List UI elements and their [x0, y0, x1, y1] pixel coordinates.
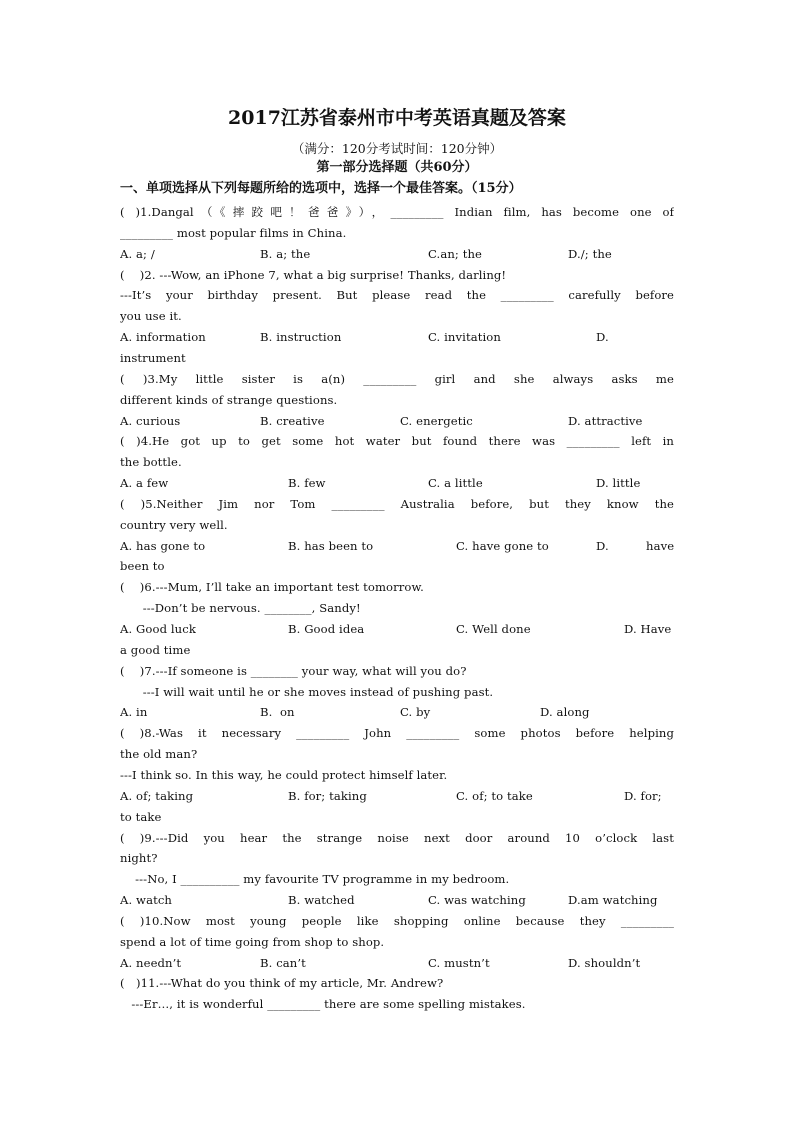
answer-option: D. [596, 330, 609, 345]
answer-option: C. mustn’t [428, 955, 490, 970]
question-line: been to [120, 559, 165, 574]
answer-options-row [120, 619, 674, 639]
answer-option: A. Good luck [120, 622, 196, 636]
question-line: ( )4.He got up to get some hot water but found there was _________ left in [120, 434, 674, 449]
answer-option: C. have gone to [456, 538, 549, 553]
section-heading: 一、单项选择从下列每题所给的选项中，选择一个最佳答案。（15分） [120, 181, 522, 196]
question-line: ( )7.---If someone is ________ your way, what will you do? [120, 663, 467, 678]
exam-subtitle: （满分：120分考试时间：120分钟） [291, 141, 503, 156]
question-line: you use it. [120, 309, 182, 324]
answer-options-row [120, 890, 674, 910]
question-line: ( )6.---Mum, I’ll take an important test tomorrow. [120, 580, 424, 595]
question-line: ---Don’t be nervous. ________, Sandy! [120, 601, 361, 616]
answer-option: A. watch [120, 893, 172, 908]
answer-option: D. along [540, 705, 590, 720]
answer-option: D. Have [624, 622, 672, 636]
question-line: night? [120, 851, 158, 866]
answer-option: A. a; / [120, 246, 155, 261]
answer-option: B. creative [260, 413, 325, 428]
answer-option: C. by [400, 705, 431, 720]
question-line: ( )11.---What do you think of my article, Mr. Andrew? [120, 976, 444, 991]
question-line: spend a lot of time going from shop to shop. [120, 934, 385, 949]
answer-option: C. a little [428, 476, 483, 491]
answer-option: B. can’t [260, 955, 306, 970]
answer-option: C. was watching [428, 893, 526, 908]
answer-option: B. a; the [260, 246, 311, 261]
answer-option: A. curious [120, 413, 181, 428]
question-line: a good time [120, 642, 191, 657]
answer-option: B. for; taking [288, 788, 367, 803]
answer-option: D.am watching [568, 893, 658, 908]
answer-option: C. invitation [428, 330, 501, 345]
question-line: ---It’s your birthday present. But please read the _________ carefully before [120, 288, 674, 303]
answer-option: C. of; to take [456, 788, 533, 803]
question-line: ( )10.Now most young people like shopping online because they _________ [120, 913, 674, 928]
answer-option: C. Well done [456, 622, 531, 636]
question-line: ---No, I __________ my favourite TV programme in my bedroom. [120, 872, 510, 887]
answer-option: D. for; [624, 788, 662, 803]
answer-option: A. of; taking [120, 788, 194, 803]
answer-option: C. energetic [400, 413, 473, 428]
answer-option: D. [596, 538, 609, 553]
question-line: ( )5.Neither Jim nor Tom _________ Australia before, but they know the [120, 496, 674, 511]
answer-option: B. has been to [288, 538, 374, 553]
answer-option: have [646, 538, 674, 553]
question-line: ( )3.My little sister is a(n) _________ girl and she always asks me [120, 371, 674, 386]
question-line: ( )1.Dangal（《摔跤吧！爸爸》），_________ Indian film, has become one of [120, 205, 674, 219]
question-line: the bottle. [120, 455, 182, 470]
question-line: ( )9.---Did you hear the strange noise next door around 10 o’clock last [120, 830, 674, 845]
question-line: the old man? [120, 747, 198, 762]
answer-option: A. a few [120, 476, 169, 491]
answer-option: A. in [120, 705, 148, 720]
answer-options-row [120, 786, 674, 806]
answer-option: D. little [596, 476, 641, 491]
answer-option: B. Good idea [288, 622, 365, 636]
answer-option: A. needn’t [120, 955, 182, 970]
question-line: ( )2. ---Wow, an iPhone 7, what a big surprise! Thanks, darling! [120, 267, 507, 282]
question-line: ---Er…, it is wonderful _________ there are some spelling mistakes. [120, 997, 526, 1012]
answer-option: D. shouldn’t [568, 955, 641, 970]
answer-option: B. watched [288, 893, 355, 908]
answer-options-row [120, 702, 674, 722]
answer-option: A. has gone to [120, 538, 206, 553]
answer-options-row [120, 411, 674, 431]
answer-options-row [120, 327, 674, 347]
exam-title: 2017江苏省泰州市中考英语真题及答案 [228, 107, 566, 129]
answer-options-row [120, 244, 674, 264]
answer-option: B. instruction [260, 330, 342, 345]
question-line: ---I think so. In this way, he could protect himself later. [120, 767, 448, 782]
question-line: _________ most popular films in China. [120, 225, 347, 240]
question-line: to take [120, 809, 162, 824]
answer-option: B. few [288, 476, 326, 491]
answer-options-row [120, 953, 674, 973]
answer-option: C.an; the [428, 246, 482, 261]
question-line: instrument [120, 350, 186, 365]
answer-options-row [120, 536, 674, 556]
question-line: ( )8.-Was it necessary _________ John _________ some photos before helping [120, 726, 674, 741]
answer-options-row [120, 473, 674, 493]
answer-option: A. information [120, 330, 206, 345]
answer-option: D./; the [568, 246, 612, 261]
question-line: different kinds of strange questions. [120, 392, 338, 407]
question-line: ---I will wait until he or she moves instead of pushing past. [120, 684, 494, 699]
answer-option: B. on [260, 705, 295, 720]
answer-option: D. attractive [568, 413, 643, 428]
question-line: country very well. [120, 517, 228, 532]
part-heading: 第一部分选择题（共60分） [316, 160, 478, 175]
